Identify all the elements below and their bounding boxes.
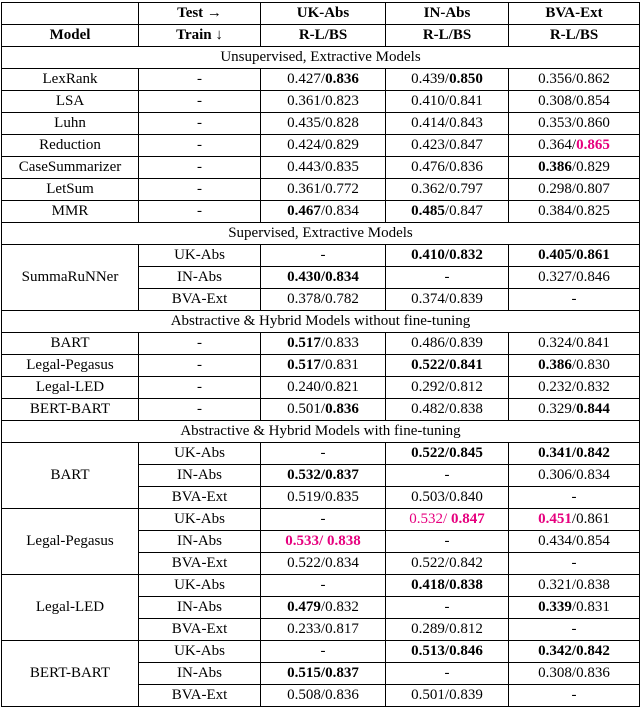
score-cell-bva-ext: [509, 333, 640, 355]
score-cell-bva-ext: [509, 465, 640, 487]
train-label: IN-Abs: [139, 663, 261, 685]
score-segment: 0.532/: [409, 511, 451, 527]
score-segment: 0.362/0.797: [411, 181, 483, 197]
score-cell-in-abs: [386, 553, 509, 575]
train-label: -: [139, 377, 261, 399]
score-cell-in-abs: [386, 575, 509, 597]
model-name: SummaRuNNer: [2, 245, 139, 311]
score-segment: 0.339: [538, 599, 572, 615]
data-row: [2, 399, 640, 421]
train-label: IN-Abs: [139, 597, 261, 619]
header-empty-cell: [2, 3, 139, 25]
score-cell-uk-abs: [261, 179, 386, 201]
score-segment: 0.522/0.841: [411, 357, 483, 373]
score-cell-uk-abs: [261, 289, 386, 311]
section-title: Abstractive & Hybrid Models with fine-tuning: [2, 421, 640, 443]
score-cell-in-abs: [386, 465, 509, 487]
score-cell-bva-ext: [509, 113, 640, 135]
score-cell-uk-abs: [261, 135, 386, 157]
score-cell-uk-abs: [261, 531, 386, 553]
model-name: Legal-Pegasus: [2, 509, 139, 575]
score-segment: 0.342/0.842: [538, 643, 610, 659]
score-cell-bva-ext: [509, 91, 640, 113]
score-cell-bva-ext: [509, 245, 640, 267]
header-col-in-abs: IN-Abs: [386, 3, 509, 25]
score-cell-in-abs: [386, 509, 509, 531]
score-segment: 0.308/0.854: [538, 93, 610, 109]
score-segment: /0.832: [320, 599, 359, 615]
score-cell-bva-ext: [509, 289, 640, 311]
score-segment: -: [320, 643, 326, 659]
score-segment: 0.240/0.821: [287, 379, 359, 395]
score-segment: 0.451: [538, 511, 572, 527]
score-cell-uk-abs: [261, 377, 386, 399]
score-segment: /0.847: [444, 203, 483, 219]
score-cell-in-abs: [386, 641, 509, 663]
score-segment: 0.410/0.841: [411, 93, 483, 109]
score-cell-in-abs: [386, 135, 509, 157]
score-segment: 0.513/0.846: [411, 643, 483, 659]
score-cell-bva-ext: [509, 69, 640, 91]
score-segment: 0.418/0.838: [411, 577, 483, 593]
train-label: -: [139, 399, 261, 421]
score-cell-bva-ext: [509, 377, 640, 399]
score-segment: -: [444, 665, 450, 681]
model-name: LSA: [2, 91, 139, 113]
score-segment: 0.847: [450, 511, 485, 527]
score-cell-bva-ext: [509, 355, 640, 377]
score-segment: 0.386: [538, 159, 572, 175]
score-cell-uk-abs: [261, 113, 386, 135]
score-cell-in-abs: [386, 91, 509, 113]
score-segment: 0.467: [287, 203, 321, 219]
score-cell-uk-abs: [261, 443, 386, 465]
score-cell-in-abs: [386, 113, 509, 135]
train-label: UK-Abs: [139, 575, 261, 597]
header-row-test: [2, 3, 640, 25]
model-name: BART: [2, 443, 139, 509]
score-cell-in-abs: [386, 157, 509, 179]
header-col-bva-ext: BVA-Ext: [509, 3, 640, 25]
data-row: [2, 91, 640, 113]
model-name: BERT-BART: [2, 399, 139, 421]
score-segment: 0.838: [326, 533, 361, 549]
train-label: -: [139, 113, 261, 135]
score-cell-in-abs: [386, 685, 509, 707]
data-row: [2, 377, 640, 399]
train-label: -: [139, 179, 261, 201]
score-cell-bva-ext: [509, 443, 640, 465]
header-model-label: Model: [2, 25, 139, 47]
score-segment: 0.508/0.836: [287, 687, 359, 703]
score-segment: -: [571, 687, 577, 703]
train-label: UK-Abs: [139, 509, 261, 531]
score-segment: 0.482/0.838: [411, 401, 483, 417]
score-segment: 0.361/0.823: [287, 93, 359, 109]
train-label: -: [139, 135, 261, 157]
score-cell-bva-ext: [509, 663, 640, 685]
score-segment: 0.844: [576, 401, 610, 417]
model-name: LetSum: [2, 179, 139, 201]
section-header-row: [2, 421, 640, 443]
score-segment: 0.439/: [411, 71, 450, 87]
score-cell-bva-ext: [509, 399, 640, 421]
score-cell-in-abs: [386, 619, 509, 641]
data-row: [2, 157, 640, 179]
score-segment: 0.865: [576, 137, 610, 153]
score-cell-in-abs: [386, 597, 509, 619]
data-row: [2, 355, 640, 377]
score-segment: 0.850: [449, 71, 483, 87]
train-label: -: [139, 201, 261, 223]
data-row: [2, 113, 640, 135]
score-cell-bva-ext: [509, 575, 640, 597]
score-segment: 0.435/0.828: [287, 115, 359, 131]
score-segment: 0.532/0.837: [287, 467, 359, 483]
score-cell-uk-abs: [261, 157, 386, 179]
score-cell-in-abs: [386, 69, 509, 91]
score-segment: 0.292/0.812: [411, 379, 483, 395]
header-row-model: [2, 25, 640, 47]
score-segment: 0.485: [411, 203, 445, 219]
score-segment: 0.522/0.845: [411, 445, 483, 461]
model-name: Legal-LED: [2, 575, 139, 641]
train-label: -: [139, 69, 261, 91]
score-segment: -: [571, 555, 577, 571]
score-cell-in-abs: [386, 333, 509, 355]
header-metric-uk-abs: R-L/BS: [261, 25, 386, 47]
data-row: [2, 69, 640, 91]
score-segment: /0.833: [320, 335, 359, 351]
score-segment: 0.424/0.829: [287, 137, 359, 153]
data-row: [2, 509, 640, 531]
score-cell-in-abs: [386, 245, 509, 267]
score-segment: 0.423/0.847: [411, 137, 483, 153]
score-segment: -: [444, 269, 450, 285]
score-segment: /0.829: [571, 159, 610, 175]
score-segment: 0.341/0.842: [538, 445, 610, 461]
score-segment: 0.374/0.839: [411, 291, 483, 307]
score-segment: 0.353/0.860: [538, 115, 610, 131]
score-segment: 0.327/0.846: [538, 269, 610, 285]
table-header: [2, 3, 640, 47]
score-segment: 0.443/0.835: [287, 159, 359, 175]
score-segment: 0.378/0.782: [287, 291, 359, 307]
score-segment: 0.434/0.854: [538, 533, 610, 549]
score-segment: 0.503/0.840: [411, 489, 483, 505]
score-segment: 0.519/0.835: [287, 489, 359, 505]
score-segment: 0.533/: [285, 533, 327, 549]
score-segment: /0.830: [571, 357, 610, 373]
score-segment: 0.289/0.812: [411, 621, 483, 637]
score-cell-bva-ext: [509, 201, 640, 223]
data-row: [2, 641, 640, 663]
train-label: BVA-Ext: [139, 685, 261, 707]
score-cell-bva-ext: [509, 641, 640, 663]
score-cell-bva-ext: [509, 619, 640, 641]
table-body: [2, 47, 640, 707]
score-cell-bva-ext: [509, 487, 640, 509]
score-cell-uk-abs: [261, 267, 386, 289]
data-row: [2, 201, 640, 223]
section-title: Supervised, Extractive Models: [2, 223, 640, 245]
score-cell-uk-abs: [261, 245, 386, 267]
score-cell-uk-abs: [261, 201, 386, 223]
score-segment: 0.836: [325, 71, 359, 87]
score-cell-in-abs: [386, 531, 509, 553]
score-segment: 0.515/0.837: [287, 665, 359, 681]
score-segment: -: [320, 247, 326, 263]
score-segment: -: [320, 511, 326, 527]
section-title: Unsupervised, Extractive Models: [2, 47, 640, 69]
train-label: -: [139, 157, 261, 179]
score-segment: 0.410/0.832: [411, 247, 483, 263]
train-label: BVA-Ext: [139, 619, 261, 641]
model-name: Legal-LED: [2, 377, 139, 399]
score-cell-bva-ext: [509, 531, 640, 553]
score-cell-uk-abs: [261, 465, 386, 487]
data-row: [2, 333, 640, 355]
score-cell-uk-abs: [261, 487, 386, 509]
data-row: [2, 575, 640, 597]
score-cell-in-abs: [386, 399, 509, 421]
score-cell-bva-ext: [509, 135, 640, 157]
train-label: BVA-Ext: [139, 487, 261, 509]
score-segment: 0.232/0.832: [538, 379, 610, 395]
score-segment: /0.834: [320, 203, 359, 219]
header-col-uk-abs: UK-Abs: [261, 3, 386, 25]
score-cell-in-abs: [386, 487, 509, 509]
train-label: IN-Abs: [139, 531, 261, 553]
train-label: UK-Abs: [139, 245, 261, 267]
score-segment: 0.233/0.817: [287, 621, 359, 637]
score-segment: /0.831: [320, 357, 359, 373]
train-label: IN-Abs: [139, 465, 261, 487]
header-metric-in-abs: R-L/BS: [386, 25, 509, 47]
model-name: LexRank: [2, 69, 139, 91]
results-table: [1, 2, 640, 707]
score-segment: 0.522/0.834: [287, 555, 359, 571]
score-cell-uk-abs: [261, 509, 386, 531]
score-segment: 0.414/0.843: [411, 115, 483, 131]
score-segment: -: [571, 621, 577, 637]
score-cell-bva-ext: [509, 179, 640, 201]
train-label: BVA-Ext: [139, 289, 261, 311]
score-cell-bva-ext: [509, 597, 640, 619]
score-cell-in-abs: [386, 267, 509, 289]
score-segment: 0.321/0.838: [538, 577, 610, 593]
score-segment: 0.384/0.825: [538, 203, 610, 219]
train-label: -: [139, 355, 261, 377]
score-segment: -: [320, 445, 326, 461]
score-cell-uk-abs: [261, 685, 386, 707]
score-cell-uk-abs: [261, 399, 386, 421]
score-cell-bva-ext: [509, 157, 640, 179]
model-name: BERT-BART: [2, 641, 139, 707]
model-name: MMR: [2, 201, 139, 223]
model-name: Legal-Pegasus: [2, 355, 139, 377]
data-row: [2, 179, 640, 201]
score-cell-uk-abs: [261, 619, 386, 641]
score-cell-in-abs: [386, 443, 509, 465]
score-segment: 0.501/: [287, 401, 326, 417]
score-segment: 0.308/0.836: [538, 665, 610, 681]
section-title: Abstractive & Hybrid Models without fine-tuning: [2, 311, 640, 333]
score-segment: 0.486/0.839: [411, 335, 483, 351]
score-cell-in-abs: [386, 179, 509, 201]
score-segment: 0.306/0.834: [538, 467, 610, 483]
score-cell-uk-abs: [261, 355, 386, 377]
score-cell-in-abs: [386, 289, 509, 311]
score-cell-bva-ext: [509, 685, 640, 707]
score-segment: 0.517: [287, 335, 321, 351]
score-segment: -: [444, 599, 450, 615]
score-cell-uk-abs: [261, 69, 386, 91]
score-segment: -: [571, 489, 577, 505]
score-segment: /0.861: [571, 511, 610, 527]
model-name: Reduction: [2, 135, 139, 157]
train-label: IN-Abs: [139, 267, 261, 289]
score-segment: 0.356/0.862: [538, 71, 610, 87]
score-segment: 0.501/0.839: [411, 687, 483, 703]
score-segment: -: [320, 577, 326, 593]
score-cell-uk-abs: [261, 91, 386, 113]
score-cell-in-abs: [386, 201, 509, 223]
train-label: BVA-Ext: [139, 553, 261, 575]
score-segment: 0.430/0.834: [287, 269, 359, 285]
data-row: [2, 245, 640, 267]
score-segment: 0.479: [287, 599, 321, 615]
score-cell-in-abs: [386, 663, 509, 685]
score-segment: -: [444, 467, 450, 483]
section-header-row: [2, 223, 640, 245]
score-segment: 0.324/0.841: [538, 335, 610, 351]
score-segment: -: [444, 533, 450, 549]
model-name: BART: [2, 333, 139, 355]
score-segment: 0.405/0.861: [538, 247, 610, 263]
train-label: UK-Abs: [139, 641, 261, 663]
model-name: CaseSummarizer: [2, 157, 139, 179]
score-segment: -: [571, 291, 577, 307]
score-cell-in-abs: [386, 377, 509, 399]
score-segment: 0.329/: [538, 401, 577, 417]
score-cell-uk-abs: [261, 333, 386, 355]
score-segment: 0.517: [287, 357, 321, 373]
score-cell-uk-abs: [261, 553, 386, 575]
header-test-label: Test →: [139, 3, 261, 25]
score-cell-uk-abs: [261, 663, 386, 685]
score-segment: 0.522/0.842: [411, 555, 483, 571]
score-cell-uk-abs: [261, 597, 386, 619]
train-label: UK-Abs: [139, 443, 261, 465]
data-row: [2, 135, 640, 157]
score-segment: /0.831: [571, 599, 610, 615]
score-segment: 0.476/0.836: [411, 159, 483, 175]
header-metric-bva-ext: R-L/BS: [509, 25, 640, 47]
model-name: Luhn: [2, 113, 139, 135]
score-segment: 0.386: [538, 357, 572, 373]
score-cell-bva-ext: [509, 267, 640, 289]
score-cell-uk-abs: [261, 575, 386, 597]
score-segment: 0.364/: [538, 137, 577, 153]
score-segment: 0.298/0.807: [538, 181, 610, 197]
score-segment: 0.427/: [287, 71, 326, 87]
section-header-row: [2, 47, 640, 69]
score-segment: 0.836: [325, 401, 359, 417]
score-cell-bva-ext: [509, 553, 640, 575]
section-header-row: [2, 311, 640, 333]
train-label: -: [139, 91, 261, 113]
score-cell-uk-abs: [261, 641, 386, 663]
data-row: [2, 443, 640, 465]
train-label: -: [139, 333, 261, 355]
header-train-label: Train ↓: [139, 25, 261, 47]
score-segment: 0.361/0.772: [287, 181, 359, 197]
score-cell-bva-ext: [509, 509, 640, 531]
score-cell-in-abs: [386, 355, 509, 377]
